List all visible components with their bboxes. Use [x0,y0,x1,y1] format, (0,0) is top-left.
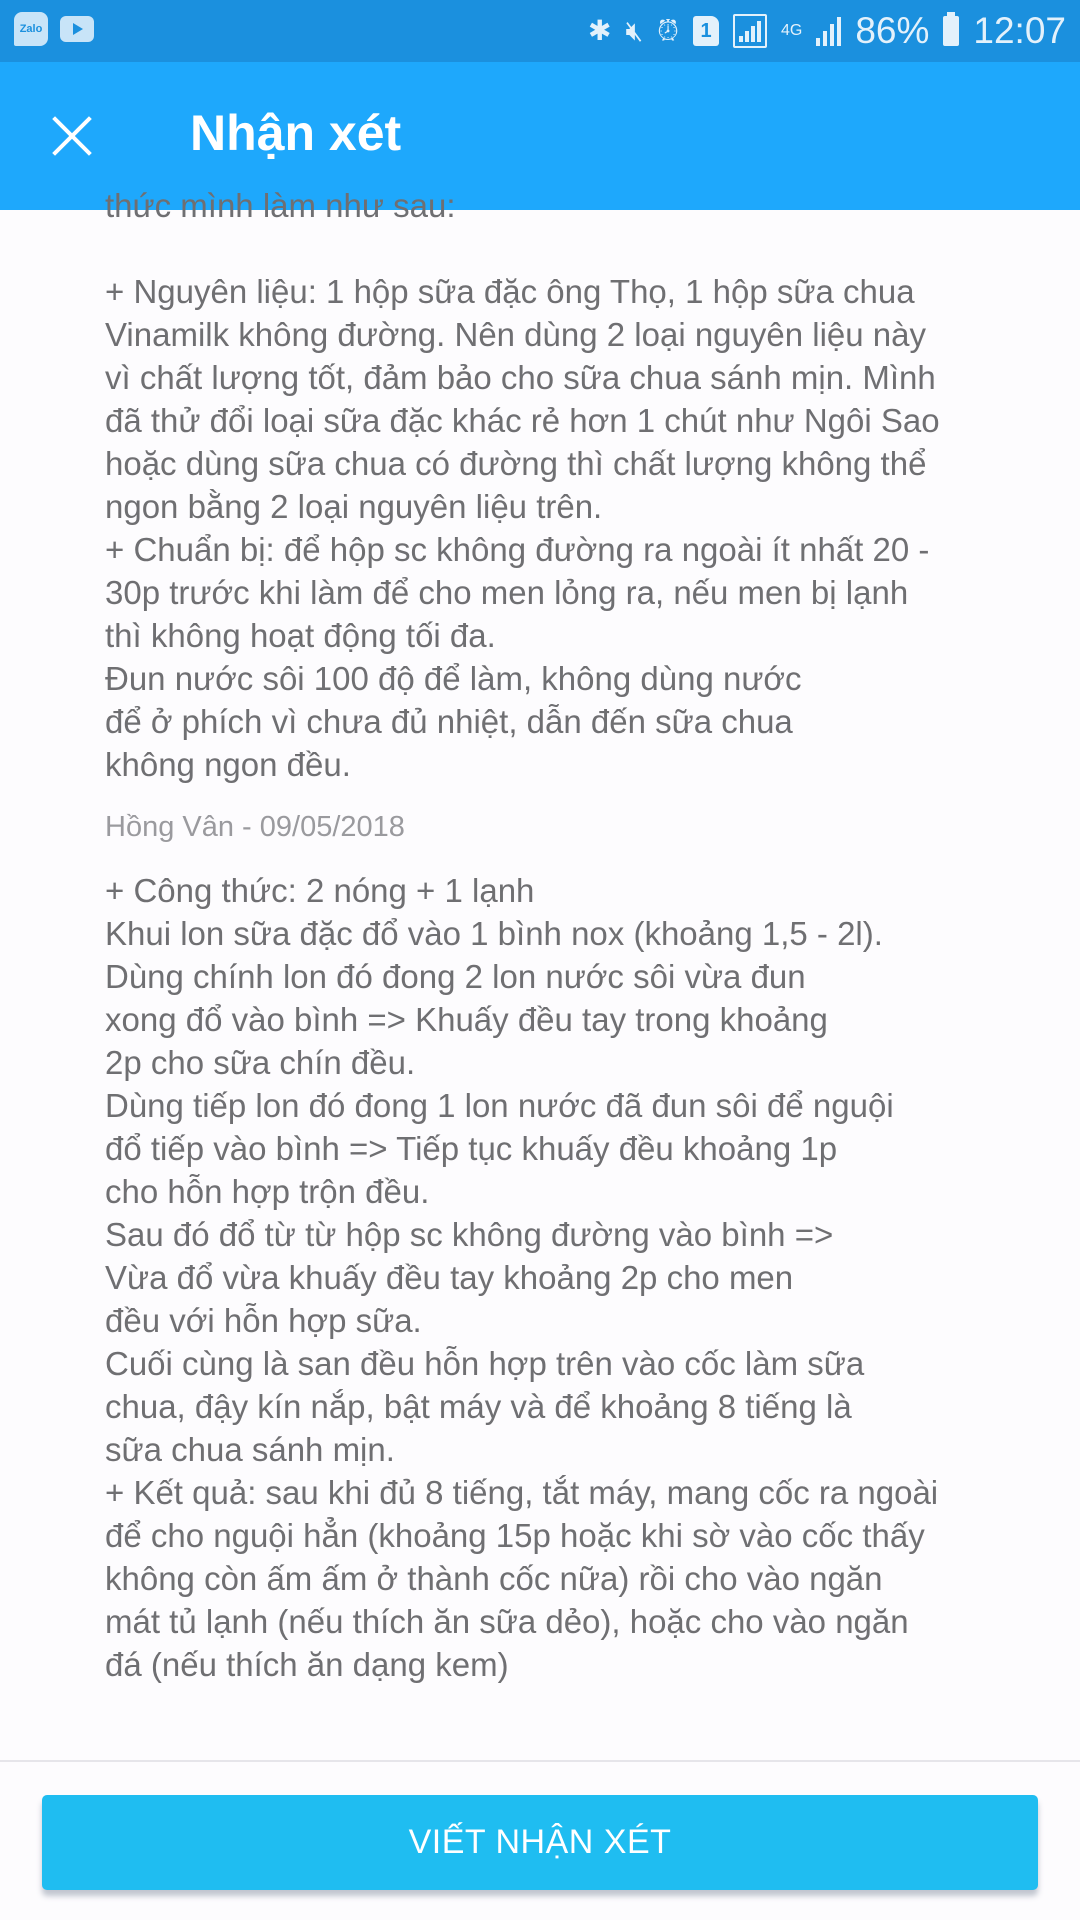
youtube-icon [60,16,94,42]
review-text-line: Đun nước sôi 100 độ để làm, không dùng nước [105,660,802,697]
review-text-line: cho hỗn hợp trộn đều. [105,1173,430,1210]
wifi-calling-signal-icon [733,14,767,48]
review-text-line: thức mình làm như sau: [105,187,456,224]
close-icon[interactable] [50,114,94,158]
review-text-line: Khui lon sữa đặc đổ vào 1 bình nox (khoảng 1,5 - 2l). [105,915,883,952]
review-author-date: Hồng Vân - 09/05/2018 [105,811,405,843]
review-text-line: Cuối cùng là san đều hỗn hợp trên vào cốc làm sữa [105,1345,865,1382]
review-text-line: 30p trước khi làm để cho men lỏng ra, nếu men bị lạnh [105,574,909,611]
review-text-line: vì chất lượng tốt, đảm bảo cho sữa chua sánh mịn. Mình [105,359,936,396]
review-text-line: + Nguyên liệu: 1 hộp sữa đặc ông Thọ, 1 hộp sữa chua [105,273,915,310]
review-text-line: hoặc dùng sữa chua có đường thì chất lượng không thể [105,445,927,482]
review-text-line: 2p cho sữa chín đều. [105,1044,416,1081]
page-title: Nhận xét [190,105,402,161]
review-text-line: thì không hoạt động tối đa. [105,617,496,654]
review-text-line: Dùng tiếp lon đó đong 1 lon nước đã đun sôi để nguội [105,1087,894,1124]
system-icons [588,0,1066,62]
review-text-line: đều với hỗn hợp sữa. [105,1302,422,1339]
write-review-button[interactable]: VIẾT NHẬN XÉT [42,1795,1038,1890]
review-text-line: + Kết quả: sau khi đủ 8 tiếng, tắt máy, mang cốc ra ngoài [105,1474,939,1511]
review-text-line: không còn ấm ấm ở thành cốc nữa) rồi cho vào ngăn [105,1560,883,1597]
review-text-line: để ở phích vì chưa đủ nhiệt, dẫn đến sữa chua [105,703,793,740]
review-text-line: Vừa đổ vừa khuấy đều tay khoảng 2p cho men [105,1259,794,1296]
review-text-line: ngon bằng 2 loại nguyên liệu trên. [105,488,603,525]
battery-percentage: 86% [855,10,930,51]
review-text-line: sữa chua sánh mịn. [105,1431,395,1468]
review-text-line: đổ tiếp vào bình => Tiếp tục khuấy đều khoảng 1p [105,1130,838,1167]
battery-icon [943,16,959,46]
review-text-line: đã thử đổi loại sữa đặc khác rẻ hơn 1 chút như Ngôi Sao [105,402,940,439]
clock: 12:07 [973,10,1066,51]
status-bar [0,0,1080,62]
review-text-line: chua, đậy kín nắp, bật máy và để khoảng 8 tiếng là [105,1388,852,1425]
bluetooth-icon: ✱ [588,15,612,46]
sim-icon: 1 [693,16,719,46]
mute-icon: 🔇︎ [625,15,644,46]
review-item [105,184,1035,786]
bottom-bar [0,1762,1080,1920]
signal-icon [816,16,841,46]
review-text-line: để cho nguội hẳn (khoảng 15p hoặc khi sờ vào cốc thấy [105,1517,925,1554]
review-text-line: + Chuẩn bị: để hộp sc không đường ra ngoài ít nhất 20 - [105,531,930,568]
review-text-line [105,227,1035,270]
review-item [105,869,1035,1686]
review-text-line: xong đổ vào bình => Khuấy đều tay trong khoảng [105,1001,828,1038]
review-text-line: + Công thức: 2 nóng + 1 lạnh [105,872,535,909]
zalo-icon: Zalo [14,12,48,46]
lte-icon: 4G [781,22,803,39]
review-text-line: không ngon đều. [105,746,351,783]
review-text-line: Vinamilk không đường. Nên dùng 2 loại nguyên liệu này [105,316,927,353]
review-text-line: đá (nếu thích ăn dạng kem) [105,1646,509,1683]
review-text-line: mát tủ lạnh (nếu thích ăn sữa dẻo), hoặc cho vào ngăn [105,1603,909,1640]
review-text-line: Sau đó đổ từ từ hộp sc không đường vào bình => [105,1216,834,1253]
review-text-line: Dùng chính lon đó đong 2 lon nước sôi vừa đun [105,958,806,995]
alarm-icon: ⏰︎ [657,15,679,46]
review-list-inner [105,184,1035,1686]
review-list[interactable] [0,187,1080,1760]
notification-icons [14,12,94,46]
